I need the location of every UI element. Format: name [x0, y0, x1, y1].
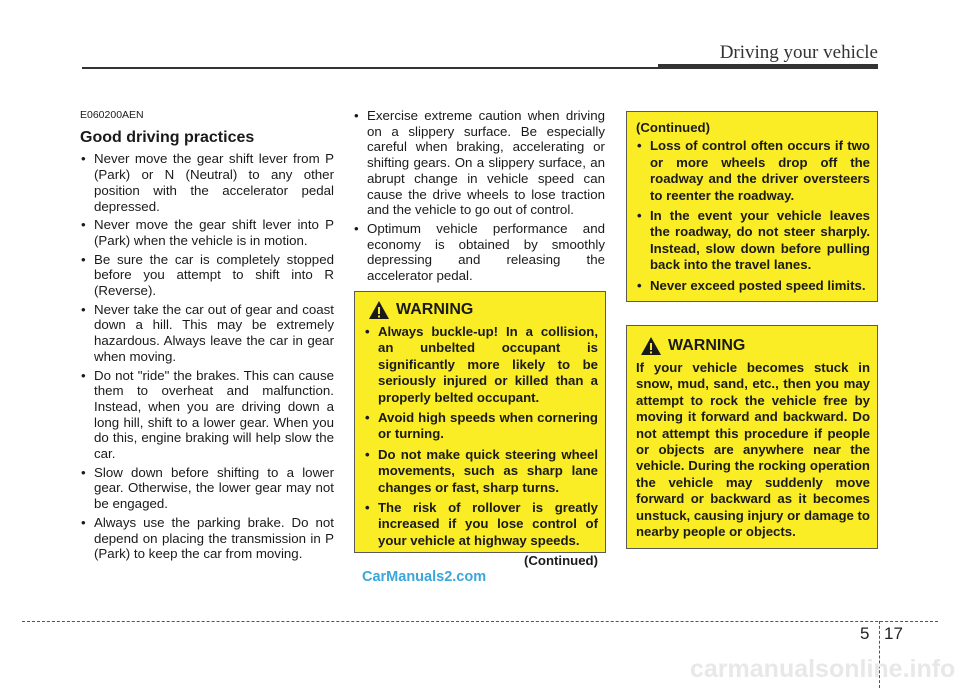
site-watermark: carmanualsonline.info — [690, 655, 956, 683]
warning-triangle-icon — [640, 336, 662, 356]
warning-title: WARNING — [396, 301, 474, 318]
page-number: 17 — [884, 624, 903, 643]
left-column — [80, 108, 334, 565]
warning-header — [364, 300, 598, 320]
warning-text: If your vehicle becomes stuck in snow, mud, sand, etc., then you may attempt to rock the vehicle free by moving it forward and backward. Do not attempt this procedure if people or objects are anywhere near the vehicle. During the rocking operation the vehicle may suddenly move forward or backward as it becomes unstuck, causing injury or damage to nearby people or objects. — [636, 360, 870, 540]
warning-header — [636, 336, 870, 356]
footer-rule — [22, 621, 938, 622]
warning-box-stuck-vehicle — [626, 325, 878, 549]
list-item: • Never move the gear shift lever into P (Park) when the vehicle is in motion. — [80, 217, 334, 248]
list-item: • Be sure the car is completely stopped before you attempt to shift into R (Reverse). — [80, 252, 334, 299]
list-item: • Always buckle-up! In a collision, an unbelted occupant is significantly more likely to be seriously injured or killed than a properly belted occupant. — [364, 324, 598, 406]
list-item: • Never move the gear shift lever from P (Park) or N (Neutral) to any other position with the accelerator pedal depressed. — [80, 151, 334, 214]
list-item: • Do not "ride" the brakes. This can cause them to overheat and malfunction. Instead, when you are driving down a long hill, shift to a lower gear. When you do this, engine braking will help slow the car. — [80, 368, 334, 462]
list-item: • Do not make quick steering wheel movements, such as sharp lane changes or fast, sharp turns. — [364, 447, 598, 496]
list-item: • The risk of rollover is greatly increased if you lose control of your vehicle at highway speeds. — [364, 500, 598, 549]
continued-label: (Continued) — [636, 120, 710, 135]
watermark-link[interactable]: CarManuals2.com — [362, 569, 487, 585]
list-item: • Always use the parking brake. Do not depend on placing the transmission in P (Park) to keep the car from moving. — [80, 515, 334, 562]
practices-list-continued — [353, 108, 605, 284]
header-rule-accent — [658, 64, 878, 69]
continued-warning-box — [626, 111, 878, 302]
chapter-number: 5 — [860, 624, 870, 643]
continued-label: (Continued) — [524, 553, 598, 569]
warning-list — [636, 138, 870, 294]
section-heading: Good driving practices — [80, 128, 255, 146]
warning-list — [364, 324, 598, 549]
list-item: • Avoid high speeds when cornering or turning. — [364, 410, 598, 443]
practices-list — [80, 151, 334, 562]
warning-triangle-icon — [368, 300, 390, 320]
section-title: Driving your vehicle — [719, 42, 878, 63]
list-item: • Slow down before shifting to a lower gear. Otherwise, the lower gear may not be engaged. — [80, 465, 334, 512]
warning-title: WARNING — [668, 337, 746, 354]
list-item: • Optimum vehicle performance and economy is obtained by smoothly depressing and releasing the accelerator pedal. — [353, 221, 605, 284]
list-item: • Loss of control often occurs if two or more wheels drop off the roadway and the driver oversteers to reenter the roadway. — [636, 138, 870, 204]
middle-column — [353, 108, 605, 287]
list-item: • Never take the car out of gear and coast down a hill. This may be extremely hazardous. Always leave the car in gear when moving. — [80, 302, 334, 365]
list-item: • Never exceed posted speed limits. — [636, 278, 870, 294]
list-item: • In the event your vehicle leaves the roadway, do not steer sharply. Instead, slow down before pulling back into the travel lanes. — [636, 208, 870, 274]
list-item: • Exercise extreme caution when driving on a slippery surface. Be especially careful when braking, accelerating or shifting gears. On a slippery surface, an abrupt change in vehicle speed can cause the drive wheels to lose traction and the vehicle to go out of control. — [353, 108, 605, 218]
section-code: E060200AEN — [80, 109, 144, 121]
warning-box-seatbelt — [354, 291, 606, 569]
